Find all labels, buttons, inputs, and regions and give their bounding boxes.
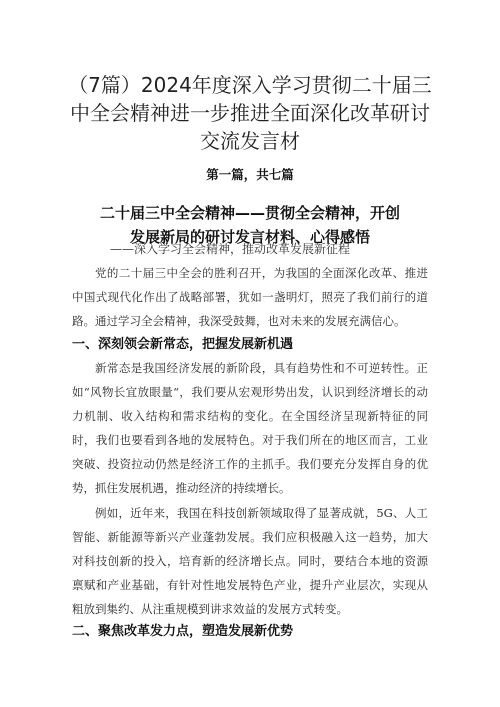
section-heading: 二、聚焦改革发力点，塑造发展新优势	[72, 624, 294, 639]
paragraph: 新常态是我国经济发展的新阶段，具有趋势性和不可逆转性。正如“风物长宜放眼量“，我们要从宏观形势出发，认识到经济增长的动力机制、收入结构和需求结构的变化。在全国经济呈现新特征的同时，我们也要看到各地的发展特色。对于我们所在的地区而言，工业突破、投资拉动仍然是经济工作的主抓手。我们要充分发挥自身的优势，抓住发展机遇，推动经济的持续增长。	[72, 361, 428, 495]
paragraph: 例如，近年来，我国在科技创新领域取得了显著成就，5G、人工智能、新能源等新兴产业蓬勃发展。我们应积极融入这一趋势，加大对科技创新的投入，培育新的经济增长点。同时，要结合本地的资源禀赋和产业基础，有针对性地发展特色产业，提升产业层次，实现从粗放到集约、从注重规模到讲求效益的发展方式转变。	[72, 506, 428, 616]
document-title-line: （7篇）2024年度深入学习贯彻二十届三	[68, 73, 432, 98]
paragraph: 党的二十届三中全会的胜利召开，为我国的全面深化改革、推进中国式现代化作出了战略部署，犹如一盏明灯，照亮了我们前行的道路。通过学习全会精神，我深受鼓舞，也对未来的发展充满信心。	[72, 266, 428, 328]
document-title-line: 中全会精神进一步推进全面深化改革研讨	[70, 101, 430, 126]
article-title-line: 发展新局的研讨发言材料、心得感悟	[129, 228, 370, 247]
body-section-intro	[72, 261, 428, 333]
document-title-line: 交流发言材	[200, 129, 300, 154]
article-title-line: 二十届三中全会精神——贯彻全会精神，开创	[99, 204, 400, 223]
document-title	[60, 71, 440, 155]
article-subtitle: ——深入学习全会精神，推动改革发展新征程	[110, 242, 351, 256]
part-label: 第一篇，共七篇	[206, 167, 294, 182]
body-section-example	[72, 501, 428, 621]
section-heading: 一、深刻领会新常态，把握发展新机遇	[72, 337, 294, 352]
body-section-one	[72, 356, 428, 500]
